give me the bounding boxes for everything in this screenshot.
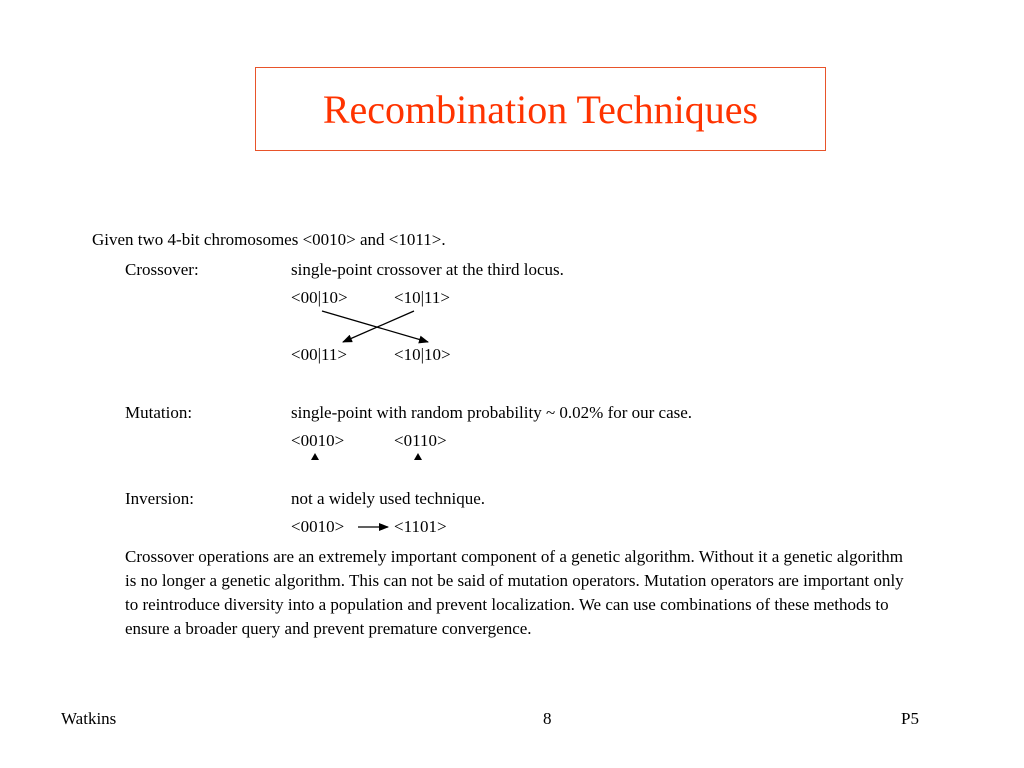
crossover-child-b: <10|10>	[394, 345, 451, 364]
mutation-before: <0010>	[291, 431, 345, 450]
mutation-after: <0110>	[394, 431, 447, 450]
inversion-description: not a widely used technique.	[291, 489, 486, 508]
crossover-arrow-left-icon	[343, 311, 414, 342]
footer-author: Watkins	[61, 709, 117, 728]
crossover-parent-b: <10|11>	[394, 288, 450, 307]
crossover-description: single-point crossover at the third locus.	[291, 260, 564, 279]
crossover-child-a: <00|11>	[291, 345, 347, 364]
mutation-pointer-up-icon	[414, 453, 422, 460]
inversion-label: Inversion:	[125, 489, 194, 508]
crossover-parent-a: <00|10>	[291, 288, 348, 307]
inversion-before: <0010>	[291, 517, 345, 536]
footer-page-number: 8	[543, 709, 552, 728]
crossover-arrow-right-icon	[322, 311, 428, 342]
inversion-after: <1101>	[394, 517, 447, 536]
slide-title: Recombination Techniques	[322, 86, 759, 132]
footer-section: P5	[901, 709, 919, 728]
summary-paragraph: Crossover operations are an extremely important component of a genetic algorithm. Without it a genetic algorithm is no longer a genetic algorithm. This can not be said of mutation operators. Mutation operators are important only to reintroduce diversity into a population and prevent localization. We can use combinations of these methods to ensure a broader query and prevent premature convergence.	[125, 547, 904, 638]
intro-text: Given two 4-bit chromosomes <0010> and <1011>.	[92, 230, 446, 249]
crossover-label: Crossover:	[125, 260, 199, 279]
mutation-label: Mutation:	[125, 403, 193, 422]
mutation-description: single-point with random probability ~ 0.02% for our case.	[291, 403, 693, 422]
mutation-pointer-up-icon	[311, 453, 319, 460]
